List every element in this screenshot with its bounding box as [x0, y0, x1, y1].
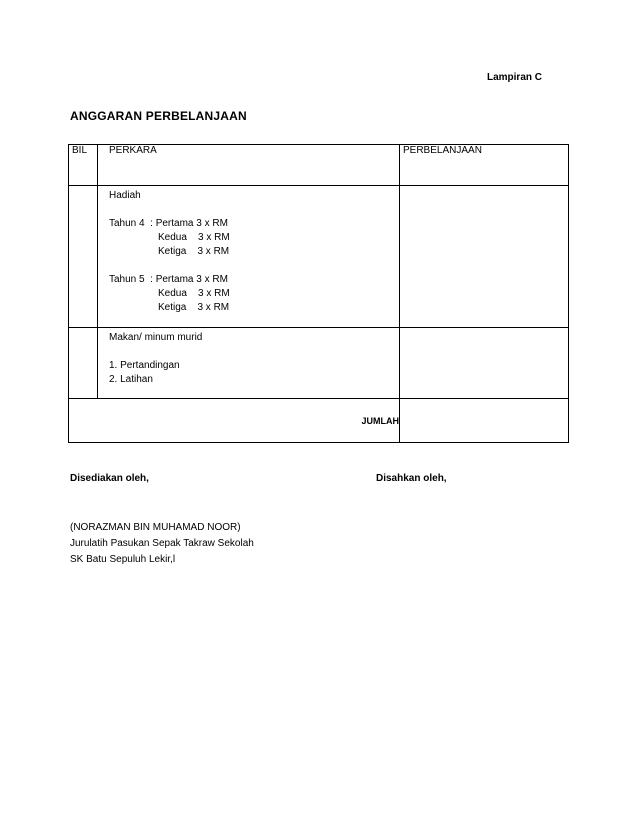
- preparer-block: [70, 520, 254, 568]
- tahun5-kedua: Kedua 3 x RM: [158, 288, 230, 299]
- table-row-hadiah: [69, 186, 569, 328]
- tahun4-kedua: Kedua 3 x RM: [158, 232, 230, 243]
- table-row-jumlah: [69, 399, 569, 443]
- jumlah-label: JUMLAH: [69, 399, 400, 443]
- table-header-row: [69, 145, 569, 186]
- disediakan-label: Disediakan oleh,: [70, 473, 149, 484]
- header-perkara: PERKARA: [98, 145, 400, 186]
- budget-table: [68, 144, 569, 443]
- tahun4-pertama: Tahun 4 : Pertama 3 x RM: [109, 218, 228, 229]
- makan-item-pertandingan: 1. Pertandingan: [109, 360, 180, 371]
- cell-perkara-hadiah: [98, 186, 400, 328]
- preparer-name: (NORAZMAN BIN MUHAMAD NOOR): [70, 522, 241, 533]
- cell-bil-makan: [69, 328, 98, 399]
- cell-perkara-makan: [98, 328, 400, 399]
- preparer-school: SK Batu Sepuluh Lekir,l: [70, 554, 176, 565]
- disahkan-label: Disahkan oleh,: [376, 473, 447, 484]
- header-perbelanjaan: PERBELANJAAN: [400, 145, 569, 186]
- cell-jumlah-value: [400, 399, 569, 443]
- tahun4-ketiga: Ketiga 3 x RM: [158, 246, 230, 257]
- cell-bil-hadiah: [69, 186, 98, 328]
- makan-item-latihan: 2. Latihan: [109, 374, 153, 385]
- table-row-makan: [69, 328, 569, 399]
- makan-heading: Makan/ minum murid: [109, 332, 203, 343]
- hadiah-heading: Hadiah: [109, 190, 141, 201]
- preparer-role: Jurulatih Pasukan Sepak Takraw Sekolah: [70, 538, 254, 549]
- header-bil: BIL: [69, 145, 98, 186]
- cell-perbelanjaan-makan: [400, 328, 569, 399]
- tahun5-ketiga: Ketiga 3 x RM: [158, 302, 230, 313]
- cell-perbelanjaan-hadiah: [400, 186, 569, 328]
- tahun5-pertama: Tahun 5 : Pertama 3 x RM: [109, 274, 228, 285]
- document-title: ANGGARAN PERBELANJAAN: [70, 109, 247, 123]
- lampiran-label: Lampiran C: [486, 72, 542, 83]
